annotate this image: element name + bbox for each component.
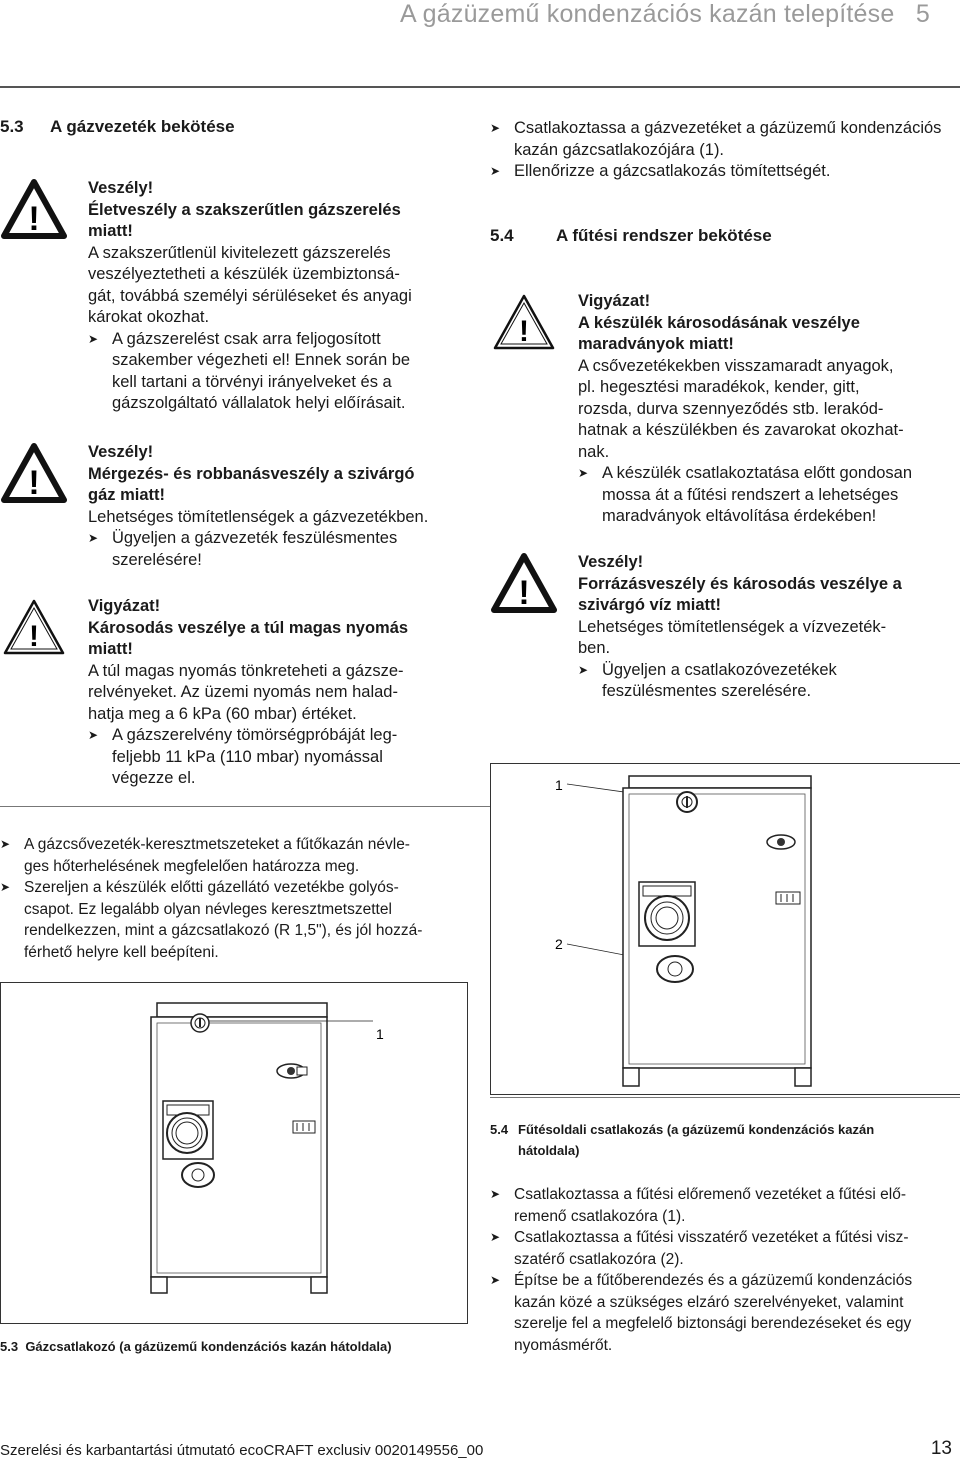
instruction-bullet [490,1227,960,1270]
figure-5-4-caption [490,1119,960,1161]
instruction-bullet [490,1184,960,1227]
svg-text:!: ! [28,464,40,502]
bullet-line: kazán közé a szükséges elzáró szerelvényeket, valamint [514,1293,904,1311]
caution-triangle-icon [0,596,68,658]
bullet-line: ➤ Szereljen a készülék előtti gázellátó vezetékbe golyós- [24,879,399,896]
instruction-bullet [490,118,960,161]
warning-body [88,661,478,726]
body-line: ben. [578,639,611,657]
body-line: veszélyeztetheti a készülék üzembiztonsá- [88,265,400,283]
bullet-line: feljebb 11 kPa (110 mbar) nyomással [112,747,383,766]
body-line: Lehetséges tömítetlenségek a vízvezeték- [578,617,887,636]
warning-title: Károsodás veszélye a túl magas nyomás [88,618,409,637]
instruction-bullet [88,329,468,415]
bullet-line: szerelésére! [112,550,202,569]
warning-title-cont: maradványok miatt! [578,335,734,353]
warning-label: Vigyázat! [88,597,161,615]
bullet-line: maradványok eltávolítása érdekében! [602,507,877,525]
warning-title: Mérgezés- és robbanásveszély a szivárgó [88,464,415,483]
footer-page-number: 13 [930,1438,952,1459]
bullet-line: ➤ Építse be a fűtőberendezés és a gázüzemű kondenzációs [514,1272,913,1289]
bullet-line: ➤ Csatlakoztassa a fűtési előremenő vezetéket a fűtési elő- [514,1186,907,1203]
bullet-line: ➤ Csatlakoztassa a gázvezetéket a gázüzemű kondenzációs [514,119,942,137]
body-line: A túl magas nyomás tönkreteheti a gázsze- [88,661,404,680]
bullet-line: ➤ A készülék csatlakoztatása előtt gondosan [602,464,913,482]
bullet-line: ➤ Ügyeljen a gázvezeték feszülésmentes [112,529,398,547]
bullet-line: ges hőterhelésének megfelelően határozza meg. [24,857,360,875]
instruction-bullet [490,161,960,183]
body-line: pl. hegesztési maradékok, kender, gitt, [578,378,860,396]
caption-text-cont: hátoldala) [518,1143,580,1158]
bullet-line: ➤ Csatlakoztassa a fűtési visszatérő vezetéket a fűtési visz- [514,1229,909,1246]
body-line: hatja meg a 6 kPa (60 mbar) értéket. [88,704,357,723]
body-line: nak. [578,442,610,461]
section-heading: A fűtési rendszer bekötése [556,226,772,245]
bullet-line: szatérő csatlakozóra (2). [514,1250,684,1268]
boiler-back-view-illustration [1,983,467,1323]
boiler-back-view-heating-illustration [491,764,960,1094]
body-line: károkat okozhat. [88,308,210,326]
caution-triangle-icon [490,291,558,353]
body-line: relvényeket. Az üzemi nyomás nem halad- [88,683,398,701]
warning-body: Lehetséges tömítetlenségek a gázvezetékben. [88,507,429,526]
instruction-bullet [578,660,960,703]
warning-body [578,356,960,464]
bullet-line: ➤ Ellenőrizze a gázcsatlakozás tömítettségét. [514,162,831,180]
warning-triangle-icon [0,442,68,504]
body-line: hatnak a készülékben és zavarokat okozhat- [578,421,904,439]
section-5-4-title [490,226,772,246]
warning-title: A készülék károsodásának veszélye [578,313,860,332]
instruction-bullet [88,725,478,790]
svg-text:!: ! [518,574,530,612]
section-divider [0,806,490,807]
warning-title: Forrázásveszély és károsodás veszélye a [578,574,902,593]
svg-text:!: ! [28,200,40,238]
bullet-line: remenő csatlakozóra (1). [514,1207,686,1225]
body-line: A csővezetékekben visszamaradt anyagok, [578,356,894,375]
bullet-line: szakember végezheti el! Ennek során be [112,351,411,369]
warning-title-cont: gáz miatt! [88,486,166,504]
figure-5-4-heating-connection [490,763,960,1095]
bullet-line: kazán gázcsatlakozójára (1). [514,140,725,159]
caption-number: 5.4 [490,1122,509,1137]
warning-body [88,243,468,329]
section-heading: A gázvezeték bekötése [50,117,235,136]
bullet-line: gázszolgáltató vállalatok helyi előírásait. [112,394,406,412]
warning-triangle-icon [0,178,68,240]
bullet-line: férhető helyre kell beépíteni. [24,943,219,961]
figure-label-1: 1 [376,1026,384,1042]
gas-connection-steps [490,118,960,183]
bullet-line: szerelje fel a megfelelő biztonsági berendezéseket és egy [514,1315,912,1332]
bullet-line: végezze el. [112,769,196,787]
instruction-bullet [0,877,470,963]
warning-label: Veszély! [88,443,154,461]
bullet-line: kell tartani a törvényi irányelveket és a [112,372,392,391]
bullet-line: ➤ A gázszerelvény tömörségpróbáját leg- [112,726,398,744]
heating-connection-steps [490,1184,960,1356]
bullet-line: ➤ A gázcsővezeték-keresztmetszeteket a fűtőkazán névle- [24,836,410,853]
figure-label-1: 1 [555,777,563,793]
svg-text:!: ! [519,315,529,348]
bullet-line: ➤ A gázszerelést csak arra feljogosított [112,329,381,348]
bullet-line: nyomásmérőt. [514,1336,613,1354]
warning-title: Életveszély a szakszerűtlen gázszerelés [88,200,401,219]
section-number: 5.3 [0,117,24,136]
warning-triangle-icon [490,552,558,614]
figure-5-3-caption [0,1336,480,1357]
figure-divider [490,1097,960,1098]
instruction-bullet [0,834,470,877]
instruction-bullet [88,528,478,571]
warning-label: Vigyázat! [578,292,651,310]
running-header [400,0,930,29]
header-page-number: 5 [915,0,930,28]
body-line: rozsda, durva szennyeződés stb. lerakód- [578,399,884,418]
warning-title-cont: szivárgó víz miatt! [578,596,722,614]
section-5-3-title [0,117,235,137]
warning-title-cont: miatt! [88,222,133,240]
instruction-bullet [578,463,960,528]
footer-document-title: Szerelési és karbantartási útmutató ecoCRAFT exclusiv 0020149556_00 [0,1442,484,1459]
instruction-bullet [490,1270,960,1356]
bullet-line: csapot. Ez legalább olyan névleges keresztmetszettel [24,900,392,918]
warning-title-cont: miatt! [88,640,133,658]
header-title: A gázüzemű kondenzációs kazán telepítése [400,0,895,28]
body-line: A szakszerűtlenül kivitelezett gázszerelés [88,243,391,262]
section-number: 5.4 [490,226,514,245]
gas-pipe-instructions [0,834,470,963]
bullet-line: mossa át a fűtési rendszert a lehetséges [602,485,899,504]
svg-text:!: ! [29,620,39,653]
header-rule [0,86,960,88]
warning-label: Veszély! [88,179,154,197]
caption-text: Fűtésoldali csatlakozás (a gázüzemű kondenzációs kazán [518,1122,875,1137]
caption-number: 5.3 [0,1339,19,1354]
caption-text: Gázcsatlakozó (a gázüzemű kondenzációs kazán hátoldala) [25,1339,392,1354]
bullet-line: rendelkezzen, mint a gázcsatlakozó (R 1,5"), és jól hozzá- [24,922,423,939]
figure-5-3-gas-connection [0,982,468,1324]
body-line: gát, továbbá személyi sérüléseket és anyagi [88,286,412,305]
figure-label-2: 2 [555,936,563,952]
bullet-line: ➤ Ügyeljen a csatlakozóvezetékek [602,660,837,679]
bullet-line: feszülésmentes szerelésére. [602,682,812,700]
warning-body [578,617,960,660]
warning-label: Veszély! [578,553,644,571]
